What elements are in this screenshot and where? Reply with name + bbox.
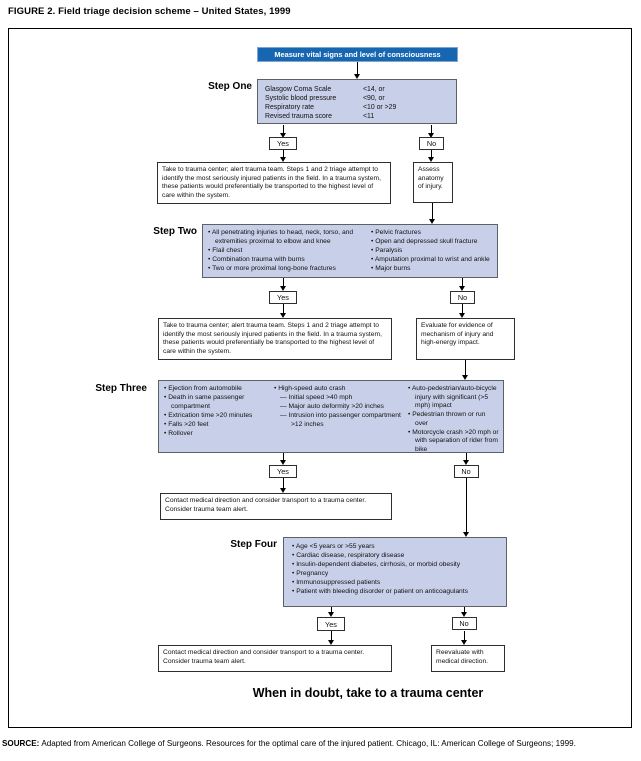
dash-item: — Major auto deformity >20 inches — [280, 403, 384, 411]
vital-name: Revised trauma score — [265, 113, 333, 121]
bullet-item: • Open and depressed skull fracture — [371, 238, 494, 247]
flow-arrow — [428, 125, 435, 138]
bullet-item: • Motorcycle crash >20 mph or with separation of rider from bike — [408, 429, 500, 455]
yes-node-step1: Yes — [269, 137, 297, 150]
step-two-columns — [203, 225, 497, 277]
step-three-col2 — [274, 385, 404, 452]
flow-arrow — [280, 125, 287, 138]
step-one-label: Step One — [208, 81, 252, 92]
step-three-label: Step Three — [95, 383, 147, 394]
vital-value: <14, or — [363, 86, 385, 93]
contact-line-1: Contact medical direction and consider transport to a trauma center. — [165, 497, 367, 504]
bullet-item: • Extrication time >20 minutes — [164, 412, 269, 421]
bullet-item: • Pregnancy — [292, 570, 506, 579]
take-to-trauma-box-2: Take to trauma center; alert trauma team. Steps 1 and 2 triage attempt to identify the most seriously injured patients in the field. In a trauma system, these patients would preferentially be transported to the highest level of care within the system. — [158, 318, 392, 360]
bullet-item: • Amputation proximal to wrist and ankle — [371, 256, 494, 265]
dash-item: — Intrusion into passenger compartment >12 inches — [280, 412, 401, 428]
source-label: SOURCE: — [2, 739, 40, 748]
bullet-item: • Auto-pedestrian/auto-bicycle injury with significant (>5 mph) impact — [408, 385, 500, 411]
flow-arrow — [459, 278, 466, 291]
bullet-item: • Rollover — [164, 430, 269, 439]
bullet-item: • Pedestrian thrown or run over — [408, 411, 500, 428]
evaluate-mechanism-box: Evaluate for evidence of mechanism of injury and high-energy impact. — [416, 318, 515, 360]
bullet-item: • Age <5 years or >55 years — [292, 543, 506, 552]
dash-item: — Initial speed >40 mph — [280, 394, 353, 402]
bullet-item: • Cardiac disease, respiratory disease — [292, 552, 506, 561]
step-two-box — [202, 224, 498, 278]
no-node-step3: No — [454, 465, 479, 478]
vital-name: Systolic blood pressure — [265, 95, 337, 103]
assess-anatomy-box: Assess anatomy of injury. — [413, 162, 453, 203]
flow-arrow — [459, 304, 466, 318]
contact-line-1: Contact medical direction and consider transport to a trauma center. — [163, 649, 365, 656]
vital-value: <10 or >29 — [363, 104, 397, 112]
bullet-item: • Pelvic fractures — [371, 229, 494, 238]
bullet-item: • Immunosuppressed patients — [292, 579, 506, 588]
step-three-columns — [159, 381, 503, 452]
reevaluate-box: Reevaluate with medical direction. — [431, 645, 505, 672]
flow-arrow — [463, 453, 470, 465]
bullet-item: • Major burns — [371, 265, 494, 274]
no-node-step4: No — [452, 617, 477, 630]
flow-arrow — [280, 278, 287, 291]
flow-arrow — [280, 304, 287, 318]
flow-arrow — [328, 631, 335, 645]
flow-arrow — [328, 607, 335, 617]
bullet-item: • Falls >20 feet — [164, 421, 269, 430]
flow-arrow — [462, 360, 469, 380]
vital-value: <90, or — [363, 95, 385, 103]
bullet-item: • Insulin-dependent diabetes, cirrhosis, or morbid obesity — [292, 561, 506, 570]
flow-arrow — [428, 150, 435, 162]
bullet-item: • Ejection from automobile — [164, 385, 269, 394]
step-three-box — [158, 380, 504, 453]
step-three-col1 — [164, 385, 269, 452]
step-three-col3 — [408, 385, 500, 452]
yes-node-step2: Yes — [269, 291, 297, 304]
contact-medical-box-2 — [158, 645, 392, 672]
vital-row — [265, 112, 456, 121]
vital-name: Respiratory rate — [265, 104, 315, 112]
no-node-step1: No — [419, 137, 444, 150]
bullet-item: • Paralysis — [371, 247, 494, 256]
footer-note: When in doubt, take to a trauma center — [252, 686, 484, 700]
step-two-col2 — [371, 229, 494, 277]
bullet-item: • Two or more proximal long-bone fractures — [208, 265, 368, 274]
flow-arrow — [354, 62, 361, 79]
bullet-item: • Combination trauma with burns — [208, 256, 368, 265]
vital-row — [265, 94, 456, 103]
bullet-item: • All penetrating injuries to head, neck, torso, and extremities proximal to elbow and knee — [208, 229, 368, 246]
flow-arrow — [461, 607, 468, 617]
vital-row — [265, 103, 456, 112]
bullet-item: • High-speed auto crash — [274, 385, 404, 394]
step-four-list — [284, 538, 506, 597]
bullet-item: • Flail chest — [208, 247, 368, 256]
contact-line-2: Consider trauma team alert. — [165, 505, 248, 513]
vital-value: <11 — [363, 113, 375, 121]
start-node: Measure vital signs and level of consciousness — [257, 47, 458, 62]
take-to-trauma-box-1: Take to trauma center; alert trauma team. Steps 1 and 2 triage attempt to identify the most seriously injured patients in the field. In a trauma system, these patients would preferentially be transported to the highest level of care within the system. — [157, 162, 391, 204]
yes-node-step4: Yes — [317, 617, 345, 631]
step-four-label: Step Four — [230, 539, 277, 550]
yes-node-step3: Yes — [269, 465, 297, 478]
step-two-col1 — [208, 229, 368, 277]
step-two-label: Step Two — [153, 226, 197, 237]
vital-row — [265, 85, 456, 94]
flow-arrow — [280, 453, 287, 465]
step-four-box — [283, 537, 507, 607]
bullet-item: • Death in same passenger compartment — [164, 394, 269, 411]
flow-arrow — [461, 631, 468, 645]
contact-line-2: Consider trauma team alert. — [163, 657, 246, 665]
figure-title: FIGURE 2. Field triage decision scheme – United States, 1999 — [8, 6, 291, 17]
source-text: Adapted from American College of Surgeons. Resources for the optimal care of the injured patient. Chicago, IL: American College of Surgeons; 1999. — [41, 739, 576, 748]
flow-arrow — [463, 478, 470, 537]
no-node-step2: No — [450, 291, 475, 304]
flow-arrow — [280, 150, 287, 162]
bullet-item: • Patient with bleeding disorder or patient on anticoagulants — [292, 588, 506, 597]
vital-name: Glasgow Coma Scale — [265, 86, 332, 93]
contact-medical-box-1 — [160, 493, 392, 520]
step-one-box — [257, 79, 457, 124]
flow-arrow — [429, 203, 436, 224]
source-note — [2, 739, 640, 748]
flow-arrow — [280, 478, 287, 493]
